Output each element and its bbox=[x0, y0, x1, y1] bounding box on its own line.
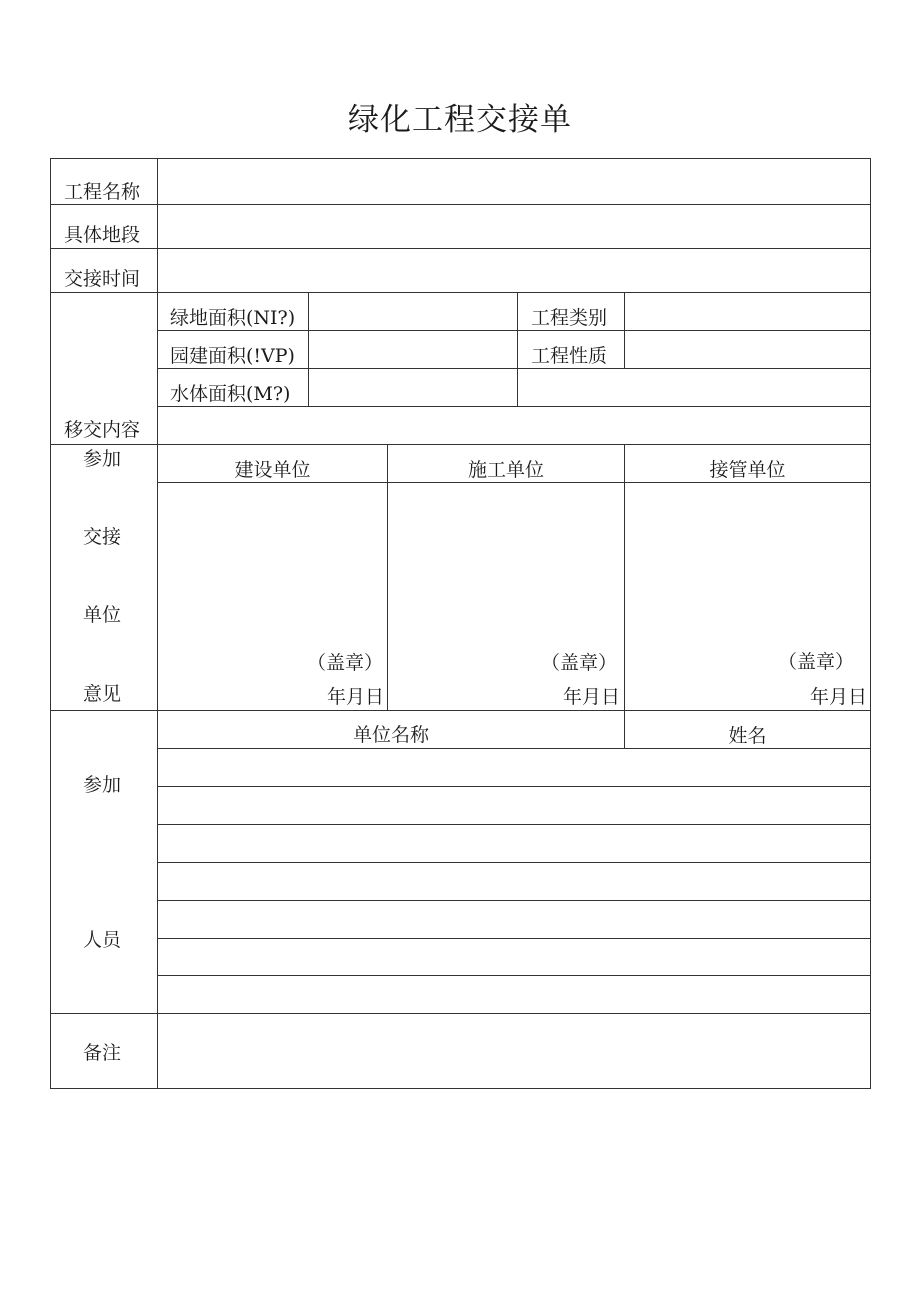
row-divider bbox=[50, 444, 871, 445]
water-area-label: 水体面积(M?) bbox=[170, 383, 291, 405]
location-label: 具体地段 bbox=[64, 224, 141, 246]
participant-row[interactable] bbox=[158, 787, 870, 824]
person-name-header: 姓名 bbox=[728, 725, 767, 747]
project-category-field[interactable] bbox=[625, 293, 870, 330]
water-area-field[interactable] bbox=[309, 369, 517, 406]
table-border-bottom bbox=[50, 1088, 871, 1089]
transfer-content-label: 移交内容 bbox=[64, 419, 141, 441]
participant-row[interactable] bbox=[158, 825, 870, 862]
date-label: 年月日 bbox=[810, 686, 868, 708]
green-area-field[interactable] bbox=[309, 293, 517, 330]
project-nature-label: 工程性质 bbox=[531, 345, 608, 367]
garden-area-field[interactable] bbox=[309, 331, 517, 368]
project-name-label: 工程名称 bbox=[64, 181, 141, 203]
contractor-unit-opinion-field[interactable] bbox=[388, 483, 624, 710]
participants-side-label: 人员 bbox=[83, 929, 122, 951]
opinion-side-label: 意见 bbox=[83, 683, 122, 705]
remarks-label: 备注 bbox=[83, 1042, 122, 1064]
participant-row[interactable] bbox=[158, 939, 870, 975]
garden-area-label: 园建面积(!VP) bbox=[170, 345, 295, 367]
page-title: 绿化工程交接单 bbox=[348, 102, 572, 138]
construction-unit-opinion-field[interactable] bbox=[158, 483, 387, 710]
project-category-label: 工程类别 bbox=[531, 307, 608, 329]
project-nature-field[interactable] bbox=[625, 331, 870, 368]
opinion-side-label: 交接 bbox=[83, 526, 122, 548]
green-area-label: 绿地面积(NI?) bbox=[170, 307, 296, 329]
participant-row[interactable] bbox=[158, 901, 870, 938]
opinion-side-label: 参加 bbox=[83, 448, 122, 470]
cell-divider bbox=[517, 292, 518, 406]
receiving-unit-header: 接管单位 bbox=[709, 459, 786, 481]
construction-unit-header: 建设单位 bbox=[234, 459, 311, 481]
location-field[interactable] bbox=[158, 205, 870, 248]
participant-row[interactable] bbox=[158, 749, 870, 786]
row-divider bbox=[50, 710, 871, 711]
unit-name-header: 单位名称 bbox=[352, 724, 429, 746]
date-label: 年月日 bbox=[327, 686, 385, 708]
date-label: 年月日 bbox=[563, 686, 621, 708]
participant-row[interactable] bbox=[158, 976, 870, 1013]
project-name-field[interactable] bbox=[158, 159, 870, 204]
seal-label: （盖章） bbox=[307, 652, 384, 674]
transfer-content-field[interactable] bbox=[158, 407, 870, 444]
receiving-unit-opinion-field[interactable] bbox=[625, 483, 870, 710]
table-border-right bbox=[870, 158, 871, 1089]
participant-row[interactable] bbox=[158, 863, 870, 900]
table-border-left bbox=[50, 158, 51, 1089]
remarks-field[interactable] bbox=[158, 1014, 870, 1088]
opinion-side-label: 单位 bbox=[83, 604, 122, 626]
handover-time-field[interactable] bbox=[158, 249, 870, 292]
participants-side-label: 参加 bbox=[83, 774, 122, 796]
seal-label: （盖章） bbox=[541, 652, 618, 674]
contractor-unit-header: 施工单位 bbox=[467, 459, 544, 481]
seal-label: （盖章） bbox=[778, 651, 855, 673]
handover-time-label: 交接时间 bbox=[64, 268, 141, 290]
